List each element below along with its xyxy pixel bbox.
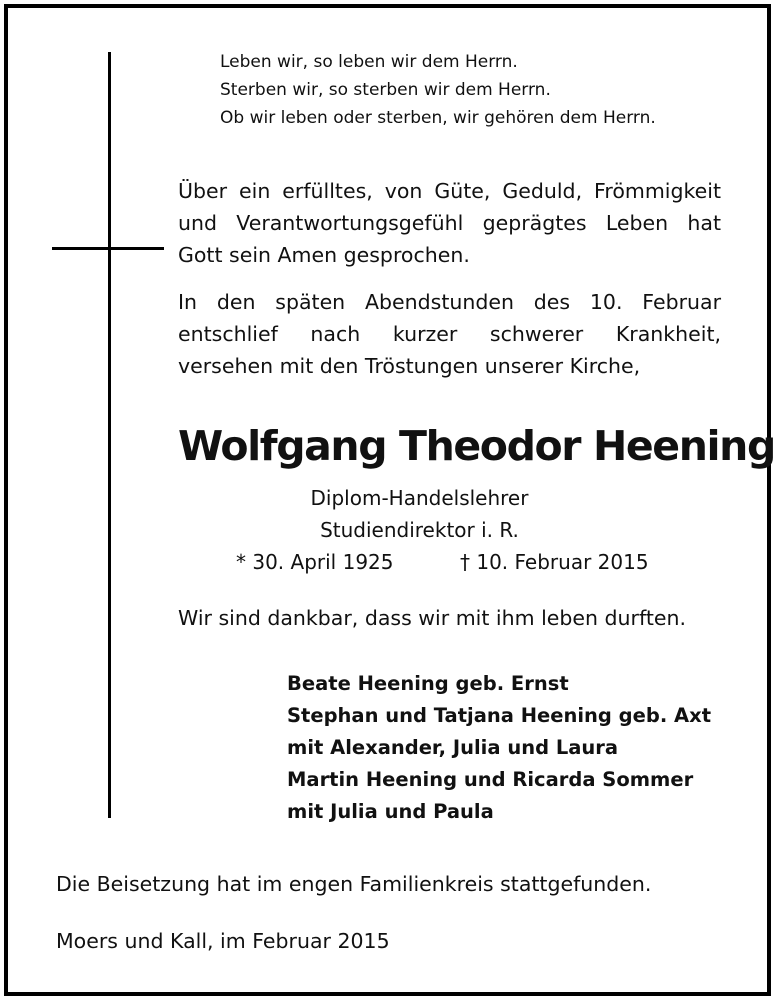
birth-date: * 30. April 1925 — [236, 550, 394, 574]
mourner-line: Martin Heening und Ricarda Sommer — [287, 768, 694, 791]
paragraph-line: Gott sein Amen gesprochen. — [178, 243, 470, 267]
death-date: † 10. Februar 2015 — [460, 550, 649, 574]
verse-line: Sterben wir, so sterben wir dem Herrn. — [220, 80, 551, 100]
thanks-line: Wir sind dankbar, dass wir mit ihm leben durften. — [178, 606, 686, 630]
mourner-line: mit Julia und Paula — [287, 800, 494, 823]
burial-note: Die Beisetzung hat im engen Familienkreis stattgefunden. — [56, 872, 652, 896]
verse-line: Leben wir, so leben wir dem Herrn. — [220, 52, 518, 72]
paragraph-line: entschlief nach kurzer schwerer Krankheit, — [178, 322, 721, 346]
deceased-rank: Studiendirektor i. R. — [320, 518, 519, 542]
life-paragraph — [178, 175, 721, 271]
cross-vertical-bar — [108, 52, 111, 818]
verse-line: Ob wir leben oder sterben, wir gehören dem Herrn. — [220, 108, 656, 128]
paragraph-line: und Verantwortungsgefühl geprägtes Leben hat — [178, 211, 721, 235]
paragraph-line: In den späten Abendstunden des 10. Februar — [178, 290, 721, 314]
mourners-list — [287, 668, 711, 828]
bible-verse — [220, 48, 656, 132]
mourner-line: Stephan und Tatjana Heening geb. Axt — [287, 704, 712, 727]
mourner-line: Beate Heening geb. Ernst — [287, 672, 569, 695]
mourner-line: mit Alexander, Julia und Laura — [287, 736, 619, 759]
death-paragraph — [178, 286, 721, 382]
deceased-profession: Diplom-Handelslehrer — [310, 486, 529, 510]
place-date: Moers und Kall, im Februar 2015 — [56, 929, 390, 953]
deceased-name: Wolfgang Theodor Heening — [178, 422, 775, 470]
paragraph-line: versehen mit den Tröstungen unserer Kirche, — [178, 354, 641, 378]
cross-horizontal-bar — [52, 247, 164, 250]
paragraph-line: Über ein erfülltes, von Güte, Geduld, Frömmigkeit — [178, 179, 721, 203]
